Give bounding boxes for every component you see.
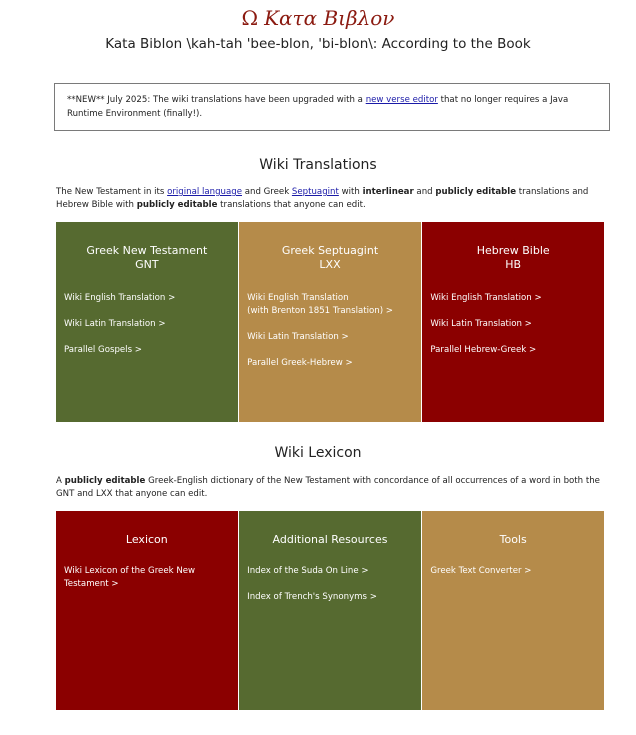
lxx-english-link[interactable] — [247, 292, 413, 318]
septuagint-link[interactable]: Septuagint — [291, 187, 339, 197]
greek-text-converter-link[interactable]: Greek Text Converter > — [430, 566, 532, 576]
lxx-english-link-line2: (with Brenton 1851 Translation) > — [247, 306, 393, 316]
parallel-hebrew-greek-link[interactable]: Parallel Hebrew-Greek > — [430, 345, 537, 355]
lxx-card-title: Greek Septuagint — [281, 244, 379, 257]
omega-icon: Ω — [241, 6, 259, 30]
parallel-greek-hebrew-link[interactable]: Parallel Greek-Hebrew > — [247, 358, 353, 368]
desc-bold: interlinear — [362, 187, 414, 197]
hb-card — [422, 222, 604, 422]
wiki-lexicon-link-line2: Testament > — [64, 579, 119, 589]
desc-text: Greek-English dictionary of the New Testament with concordance of all occurrences of a word in both the GNT and LXX that anyone can edit. — [56, 476, 600, 499]
desc-text: translations that anyone can edit. — [217, 200, 366, 210]
gnt-english-link[interactable]: Wiki English Translation > — [64, 293, 176, 303]
lxx-card — [239, 222, 421, 422]
new-verse-editor-link[interactable]: new verse editor — [365, 95, 438, 105]
translations-heading: Wiki Translations — [259, 157, 377, 173]
lxx-card-subtitle: LXX — [319, 258, 341, 271]
gnt-card-title: Greek New Testament — [86, 244, 208, 257]
desc-text: and — [413, 187, 436, 197]
desc-text: with — [338, 187, 363, 197]
gnt-card — [56, 222, 238, 422]
translations-description — [56, 186, 612, 212]
site-subtitle: Kata Biblon \kah-tah 'bee-blon, 'bi-blon\: According to the Book — [105, 36, 531, 52]
lxx-english-link-line1: Wiki English Translation — [247, 293, 349, 303]
lexicon-heading: Wiki Lexicon — [274, 445, 362, 461]
lxx-latin-link[interactable]: Wiki Latin Translation > — [247, 332, 349, 342]
logo-text: Κατα Βιβλον — [264, 6, 395, 30]
desc-text: translations and Hebrew Bible with — [56, 187, 589, 210]
tools-card — [422, 511, 604, 710]
tools-card-title: Tools — [499, 533, 527, 546]
notice-prefix: **NEW** July 2025: The wiki translations have been upgraded with a — [67, 95, 366, 105]
lexicon-grid — [56, 511, 604, 710]
original-language-link[interactable]: original language — [167, 187, 242, 197]
desc-bold: publicly editable — [64, 476, 146, 486]
desc-bold: publicly editable — [435, 187, 517, 197]
lexicon-description — [56, 475, 612, 501]
gnt-card-subtitle: GNT — [135, 258, 159, 271]
hb-english-link[interactable]: Wiki English Translation > — [430, 293, 542, 303]
parallel-gospels-link[interactable]: Parallel Gospels > — [64, 345, 142, 355]
translations-grid — [56, 222, 604, 422]
suda-index-link[interactable]: Index of the Suda On Line > — [247, 566, 369, 576]
hb-card-title: Hebrew Bible — [476, 244, 550, 257]
lexicon-card — [56, 511, 238, 710]
gnt-latin-link[interactable]: Wiki Latin Translation > — [64, 319, 166, 329]
wiki-lexicon-link-line1: Wiki Lexicon of the Greek New — [64, 566, 196, 576]
trench-synonyms-link[interactable]: Index of Trench's Synonyms > — [247, 592, 377, 602]
desc-text: A — [56, 476, 65, 486]
notice-suffix: that no longer requires a Java Runtime Environment (finally!). — [67, 95, 569, 119]
lexicon-card-title: Lexicon — [125, 533, 168, 546]
hb-card-subtitle: HB — [505, 258, 522, 271]
desc-text: and Greek — [242, 187, 292, 197]
site-logo[interactable] — [0, 6, 636, 30]
hb-latin-link[interactable]: Wiki Latin Translation > — [430, 319, 532, 329]
news-notice — [54, 83, 610, 131]
additional-resources-card — [239, 511, 421, 710]
desc-bold: publicly editable — [136, 200, 218, 210]
desc-text: The New Testament in its — [56, 187, 168, 197]
wiki-lexicon-link[interactable] — [64, 565, 230, 591]
additional-resources-title: Additional Resources — [272, 533, 388, 546]
